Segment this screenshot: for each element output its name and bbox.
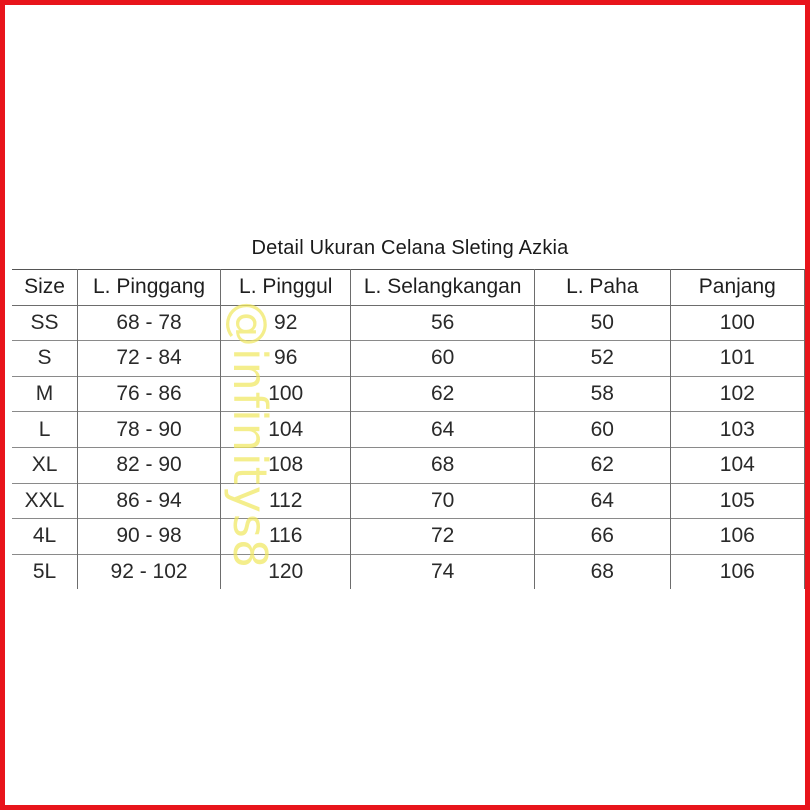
cell-length: 104 <box>670 447 804 483</box>
cell-crotch: 74 <box>351 554 534 589</box>
cell-hip: 96 <box>221 341 351 377</box>
table-row <box>12 554 805 589</box>
cell-thigh: 66 <box>534 519 670 555</box>
cell-crotch: 62 <box>351 376 534 412</box>
cell-thigh: 62 <box>534 447 670 483</box>
cell-crotch: 68 <box>351 447 534 483</box>
cell-size: 4L <box>12 519 78 555</box>
cell-thigh: 60 <box>534 412 670 448</box>
cell-crotch: 64 <box>351 412 534 448</box>
table-row <box>12 305 805 341</box>
cell-crotch: 72 <box>351 519 534 555</box>
table-row <box>12 519 805 555</box>
cell-waist: 92 - 102 <box>78 554 221 589</box>
cell-length: 105 <box>670 483 804 519</box>
table-row <box>12 341 805 377</box>
cell-waist: 68 - 78 <box>78 305 221 341</box>
cell-size: XXL <box>12 483 78 519</box>
table-row <box>12 447 805 483</box>
cell-crotch: 60 <box>351 341 534 377</box>
cell-length: 106 <box>670 554 804 589</box>
cell-waist: 90 - 98 <box>78 519 221 555</box>
cell-waist: 78 - 90 <box>78 412 221 448</box>
cell-hip: 100 <box>221 376 351 412</box>
cell-length: 106 <box>670 519 804 555</box>
cell-hip: 92 <box>221 305 351 341</box>
cell-size: L <box>12 412 78 448</box>
table-row <box>12 376 805 412</box>
header-size: Size <box>12 270 78 306</box>
cell-length: 103 <box>670 412 804 448</box>
cell-thigh: 58 <box>534 376 670 412</box>
table-row <box>12 483 805 519</box>
cell-thigh: 64 <box>534 483 670 519</box>
table-title: Detail Ukuran Celana Sleting Azkia <box>251 237 569 259</box>
cell-thigh: 50 <box>534 305 670 341</box>
cell-size: S <box>12 341 78 377</box>
cell-thigh: 68 <box>534 554 670 589</box>
watermark-text: @infinitys8 <box>223 300 277 570</box>
header-row <box>12 270 805 306</box>
table-row <box>12 412 805 448</box>
cell-size: SS <box>12 305 78 341</box>
header-thigh: L. Paha <box>534 270 670 306</box>
cell-hip: 104 <box>221 412 351 448</box>
cell-waist: 76 - 86 <box>78 376 221 412</box>
cell-size: XL <box>12 447 78 483</box>
header-hip: L. Pinggul <box>221 270 351 306</box>
cell-hip: 116 <box>221 519 351 555</box>
cell-hip: 120 <box>221 554 351 589</box>
header-waist: L. Pinggang <box>78 270 221 306</box>
cell-hip: 108 <box>221 447 351 483</box>
cell-crotch: 56 <box>351 305 534 341</box>
cell-length: 101 <box>670 341 804 377</box>
cell-size: 5L <box>12 554 78 589</box>
cell-waist: 82 - 90 <box>78 447 221 483</box>
cell-crotch: 70 <box>351 483 534 519</box>
cell-size: M <box>12 376 78 412</box>
size-chart-table <box>12 269 805 589</box>
cell-length: 102 <box>670 376 804 412</box>
cell-waist: 72 - 84 <box>78 341 221 377</box>
cell-hip: 112 <box>221 483 351 519</box>
header-length: Panjang <box>670 270 804 306</box>
cell-length: 100 <box>670 305 804 341</box>
cell-thigh: 52 <box>534 341 670 377</box>
header-crotch: L. Selangkangan <box>351 270 534 306</box>
cell-waist: 86 - 94 <box>78 483 221 519</box>
